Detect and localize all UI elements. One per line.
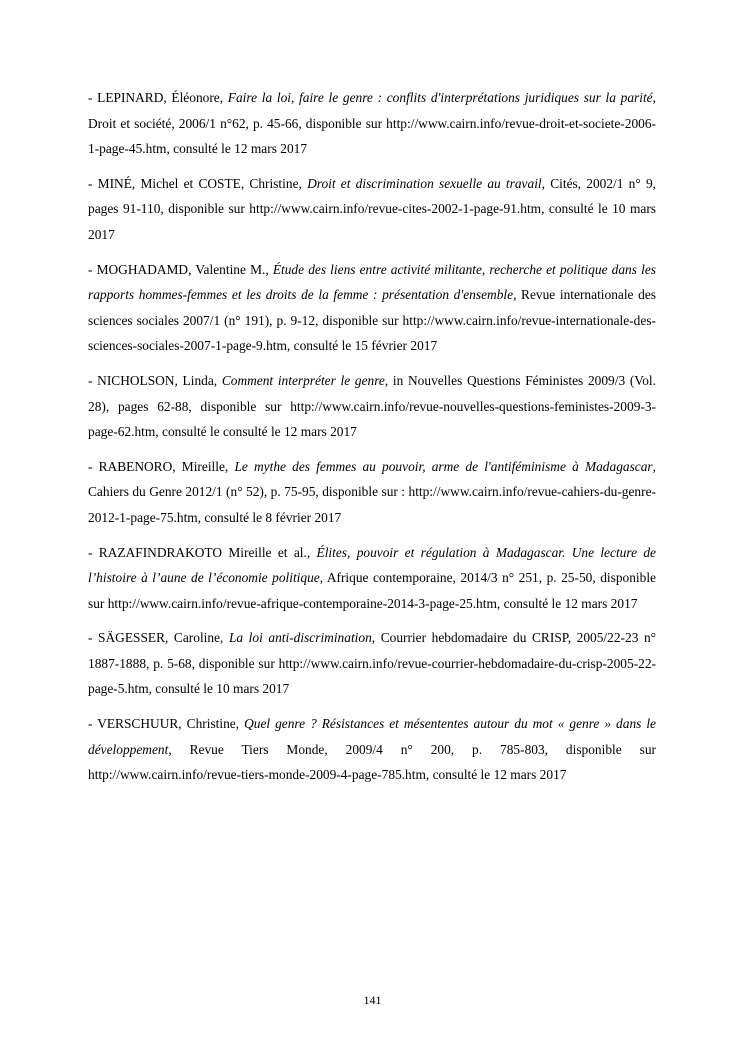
reference-title: La loi anti-discrimination [228,630,372,646]
bibliography-list [88,85,656,797]
reference-sagesser [88,625,656,702]
reference-details: , in Nouvelles Questions Féministes 2009/3 (Vol. 28), pages 62-88, disponible sur http://www.cairn.info/revue-nouvelles-questions-feministes-2009-3-page-62.htm, consulté le consulté le 12 mars 2017 [88,372,656,440]
reference-details: , Afrique contemporaine, 2014/3 n° 251, p. 25-50, disponible sur http://www.cairn.info/revue-afrique-contemporaine-2014-3-page-25.htm, consulté le 12 mars 2017 [88,570,656,611]
reference-author: - RABENORO, Mireille, [88,458,235,474]
reference-title: Quel genre ? Résistances et mésententes autour du mot « genre » dans le développement [88,716,656,757]
reference-lepinard [88,85,656,162]
reference-title: Faire la loi, faire le genre : conflits d'interprétations juridiques sur la parité [227,90,653,105]
reference-moghadamd [88,257,656,359]
reference-title: Comment interpréter le genre [221,372,385,388]
page-number: 141 [363,993,382,1007]
reference-author: - MOGHADAMD, Valentine M., [88,261,273,277]
reference-title: Droit et discrimination sexuelle au travail [307,175,542,191]
reference-nicholson [88,368,656,445]
reference-details: , Cahiers du Genre 2012/1 (n° 52), p. 75-95, disponible sur : http://www.cairn.info/revue-cahiers-du-genre-2012-1-page-75.htm, consulté le 8 février 2017 [88,458,656,525]
reference-details: , Droit et société, 2006/1 n°62, p. 45-66, disponible sur http://www.cairn.info/revue-droit-et-societe-2006-1-page-45.htm, consulté le 12 mars 2017 [88,90,656,157]
reference-verschuur [88,711,656,788]
reference-details: , Cités, 2002/1 n° 9, pages 91-110, disponible sur http://www.cairn.info/revue-cites-2002-1-page-91.htm, consulté le 10 mars 2017 [88,175,656,242]
reference-author: - RAZAFINDRAKOTO Mireille et al., [88,544,317,560]
reference-author: - NICHOLSON, Linda, [88,372,222,388]
reference-author: - VERSCHUUR, Christine, [88,716,245,732]
reference-title: Le mythe des femmes au pouvoir, arme de l'antiféminisme à Madagascar [234,458,653,474]
reference-author: - SÄGESSER, Caroline, [88,630,229,646]
reference-details: , Revue internationale des sciences sociales 2007/1 (n° 191), p. 9-12, disponible sur http://www.cairn.info/revue-internationale-des-sciences-sociales-2007-1-page-9.htm, consulté le 15 février 2017 [88,287,656,354]
reference-details: , Revue Tiers Monde, 2009/4 n° 200, p. 785-803, disponible sur http://www.cairn.info/revue-tiers-monde-2009-4-page-785.htm, consulté le 12 mars 2017 [88,741,656,783]
reference-author: - LEPINARD, Éléonore, [88,90,228,105]
reference-title: Élites, pouvoir et régulation à Madagascar. Une lecture de l’histoire à l’aune de l’économie politique [88,544,656,586]
reference-author: - MINÉ, Michel et COSTE, Christine, [88,175,308,191]
reference-mine-coste [88,171,656,248]
reference-title: Étude des liens entre activité militante, recherche et politique dans les rapports hommes-femmes et les droits de la femme : présentation d'ensemble [88,261,656,303]
reference-razafindrakoto [88,540,656,617]
reference-rabenoro [88,454,656,531]
reference-details: , Courrier hebdomadaire du CRISP, 2005/22-23 n° 1887-1888, p. 5-68, disponible sur http://www.cairn.info/revue-courrier-hebdomadaire-du-crisp-2005-22-page-5.htm, consulté le 10 mars 2017 [88,630,657,697]
